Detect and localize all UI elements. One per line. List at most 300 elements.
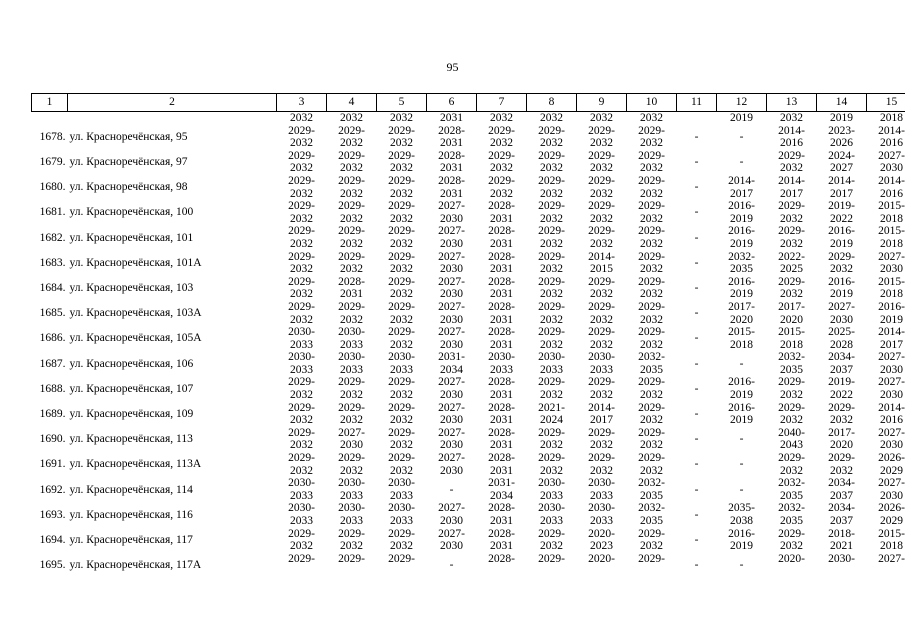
period-start: 2031- (438, 351, 465, 364)
period-cell (577, 301, 627, 326)
period-cell (377, 200, 427, 225)
period-end: 2023 (590, 540, 613, 553)
period-start: 2028- (488, 300, 515, 313)
period-end: 2032 (340, 187, 363, 200)
period-cell (277, 351, 327, 376)
period-end: 2033 (390, 363, 413, 376)
period-end: 2032 (390, 288, 413, 301)
period-end: 2035 (780, 363, 803, 376)
period-end: 2018 (880, 288, 903, 301)
period-cell (817, 326, 867, 351)
table-row (32, 502, 905, 527)
period-cell (767, 351, 817, 376)
period-end: 2032 (340, 137, 363, 150)
period-cell (767, 326, 817, 351)
period-start: 2029- (388, 401, 415, 414)
period-cell (867, 301, 905, 326)
period-end: 2030 (440, 464, 463, 477)
period-start: 2029- (288, 300, 315, 313)
period-start: 2028- (488, 275, 515, 288)
period-end: 2033 (340, 363, 363, 376)
period-end: 2031 (490, 540, 513, 553)
period-end: 2030 (340, 439, 363, 452)
period-cell (277, 452, 327, 477)
period-start: 2029- (538, 149, 565, 162)
continuation-cell (32, 112, 68, 125)
period-end: 2032 (590, 313, 613, 326)
period-cell (327, 276, 377, 301)
period-cell (867, 251, 905, 276)
period-end: 2032 (390, 439, 413, 452)
period-end: 2032 (390, 338, 413, 351)
period-end: 2020 (730, 313, 753, 326)
period-end: 2032 (340, 540, 363, 553)
period-cell (377, 276, 427, 301)
period-cell (527, 376, 577, 401)
column-header-14: 14 (817, 94, 867, 112)
period-cell (627, 528, 677, 553)
period-cell (527, 427, 577, 452)
continuation-cell: 2032 (540, 112, 563, 124)
period-cell (577, 225, 627, 250)
period-start: 2014- (778, 124, 805, 137)
period-cell (767, 477, 817, 502)
period-start: 2014- (878, 124, 905, 137)
period-end: 2032 (390, 187, 413, 200)
period-cell (427, 276, 477, 301)
period-start: 2029- (588, 275, 615, 288)
period-cell (767, 225, 817, 250)
table-row (32, 351, 905, 376)
period-end: 2018 (880, 540, 903, 553)
period-end: 2035 (730, 263, 753, 276)
period-cell (477, 502, 527, 527)
period-cell (327, 301, 377, 326)
period-start: 2030- (588, 477, 615, 490)
column-header-12: 12 (717, 94, 767, 112)
period-end: 2017 (590, 414, 613, 427)
period-cell (767, 376, 817, 401)
period-cell (577, 251, 627, 276)
period-cell (577, 351, 627, 376)
period-start: 2025- (828, 326, 855, 339)
period-start: 2032- (778, 477, 805, 490)
period-end: 2032 (390, 313, 413, 326)
period-start: 2014- (828, 174, 855, 187)
row-number: 1689. (39, 407, 66, 420)
dash-cell: - (694, 181, 699, 194)
period-start: - (739, 156, 744, 169)
period-cell (427, 477, 477, 502)
period-start: 2029- (638, 527, 665, 540)
address-cell: ул. Красноречёнская, 103 (69, 282, 194, 295)
period-start: 2029- (588, 174, 615, 187)
period-cell (327, 528, 377, 553)
period-start: 2028- (438, 174, 465, 187)
period-start: 2027- (438, 376, 465, 389)
period-end: 2033 (340, 515, 363, 527)
row-number: 1679. (39, 156, 66, 169)
period-cell (817, 477, 867, 502)
period-start: 2029- (288, 200, 315, 213)
continuation-cell: 2032 (340, 112, 363, 124)
period-cell (377, 528, 427, 553)
period-cell (817, 175, 867, 200)
period-end: 2018 (880, 237, 903, 250)
period-start: 2027- (878, 376, 905, 389)
period-start: 2032- (638, 477, 665, 490)
period-start: 2027- (338, 426, 365, 439)
period-start: 2028- (488, 552, 515, 565)
period-cell (277, 553, 327, 578)
period-start: 2027- (438, 452, 465, 465)
continuation-cell (68, 112, 277, 125)
period-cell (527, 351, 577, 376)
period-start: - (739, 483, 744, 496)
period-end: 2032 (780, 237, 803, 250)
period-end: 2032 (390, 162, 413, 175)
period-start: 2029- (638, 552, 665, 565)
dash-cell: - (694, 282, 699, 295)
period-end: 2032 (590, 439, 613, 452)
table-row (32, 150, 905, 175)
period-end: 2032 (640, 414, 663, 427)
period-end: 2032 (590, 389, 613, 402)
period-cell (277, 477, 327, 502)
period-cell (627, 251, 677, 276)
period-start: 2029- (388, 426, 415, 439)
period-start: 2030- (288, 326, 315, 339)
period-cell (527, 528, 577, 553)
period-cell (377, 502, 427, 527)
period-end: 2032 (540, 137, 563, 150)
period-end: 2035 (780, 515, 803, 527)
period-cell (867, 427, 905, 452)
period-start: 2030- (388, 351, 415, 364)
period-end: 2032 (830, 464, 853, 477)
period-end: 2029 (880, 464, 903, 477)
period-start: 2027- (828, 300, 855, 313)
period-cell (527, 225, 577, 250)
period-cell (627, 553, 677, 578)
period-end: 2018 (880, 212, 903, 225)
period-cell (867, 351, 905, 376)
period-end: 2030 (440, 313, 463, 326)
period-cell (277, 150, 327, 175)
period-end: 2043 (780, 439, 803, 452)
period-end: 2033 (290, 363, 313, 376)
period-end: 2032 (640, 212, 663, 225)
period-start: 2029- (388, 552, 415, 565)
period-start: 2028- (488, 452, 515, 465)
period-start: 2014- (878, 401, 905, 414)
period-cell (327, 150, 377, 175)
period-cell (717, 301, 767, 326)
period-cell (767, 200, 817, 225)
period-end: 2032 (640, 389, 663, 402)
period-cell (767, 553, 817, 578)
period-start: 2016- (828, 225, 855, 238)
period-cell (377, 225, 427, 250)
period-end: 2032 (590, 338, 613, 351)
dash-cell: - (694, 382, 699, 395)
period-end: 2030 (880, 162, 903, 175)
column-header-10: 10 (627, 94, 677, 112)
period-cell (867, 477, 905, 502)
period-cell (327, 402, 377, 427)
table-row (32, 402, 905, 427)
period-start: 2029- (638, 275, 665, 288)
period-start: 2032- (778, 502, 805, 515)
period-start: 2020- (778, 552, 805, 565)
period-end: 2033 (340, 338, 363, 351)
period-start: 2029- (338, 149, 365, 162)
period-cell (477, 251, 527, 276)
period-cell (327, 376, 377, 401)
table-row (32, 376, 905, 401)
period-end: 2033 (590, 489, 613, 502)
period-end: 2032 (290, 439, 313, 452)
address-cell: ул. Красноречёнская, 109 (69, 407, 194, 420)
period-start: 2029- (338, 300, 365, 313)
period-end: 2032 (540, 162, 563, 175)
row-number: 1682. (39, 231, 66, 244)
period-start: 2029- (538, 275, 565, 288)
period-start: 2029- (288, 552, 315, 565)
period-end: 2019 (730, 540, 753, 553)
period-end: 2032 (290, 212, 313, 225)
period-end: 2031 (440, 137, 463, 150)
period-start: 2029- (388, 326, 415, 339)
period-end: 2016 (780, 137, 803, 150)
period-end: 2032 (340, 162, 363, 175)
period-cell (277, 175, 327, 200)
period-start: 2029- (538, 174, 565, 187)
period-start: 2029- (638, 452, 665, 465)
column-header-4: 4 (327, 94, 377, 112)
period-start: 2029- (638, 174, 665, 187)
period-start: 2029- (778, 401, 805, 414)
period-cell (627, 477, 677, 502)
period-cell (477, 150, 527, 175)
address-cell: ул. Красноречёнская, 105А (69, 332, 202, 345)
address-cell: ул. Красноречёнская, 97 (69, 156, 188, 169)
period-cell (767, 175, 817, 200)
period-end: 2016 (880, 414, 903, 427)
period-start: - (739, 357, 744, 370)
period-start: 2029- (338, 200, 365, 213)
period-start: 2029- (638, 200, 665, 213)
period-start: 2015- (728, 326, 755, 339)
period-start: 2016- (728, 200, 755, 213)
period-end: 2032 (780, 414, 803, 427)
period-start: - (739, 458, 744, 471)
period-end: 2032 (540, 187, 563, 200)
period-start: 2029- (538, 124, 565, 137)
column-header-6: 6 (427, 94, 477, 112)
period-cell (767, 251, 817, 276)
period-start: 2029- (288, 527, 315, 540)
period-cell (527, 502, 577, 527)
period-end: 2030 (440, 414, 463, 427)
period-start: 2014- (728, 174, 755, 187)
period-end: 2030 (880, 363, 903, 376)
period-end: 2018 (780, 338, 803, 351)
period-cell (277, 225, 327, 250)
period-cell (717, 326, 767, 351)
period-cell (427, 528, 477, 553)
period-cell (627, 452, 677, 477)
period-cell (427, 502, 477, 527)
period-start: 2032- (778, 351, 805, 364)
period-start: 2030- (588, 351, 615, 364)
row-number: 1683. (39, 256, 66, 269)
period-cell (717, 553, 767, 578)
address-cell: ул. Красноречёнская, 101А (69, 256, 202, 269)
period-cell (427, 402, 477, 427)
period-end: 2037 (830, 515, 853, 527)
period-cell (577, 326, 627, 351)
period-start: 2029- (488, 149, 515, 162)
period-cell (427, 376, 477, 401)
period-end: 2032 (390, 540, 413, 553)
period-start: 2029- (388, 300, 415, 313)
period-cell (477, 125, 527, 150)
period-cell (427, 351, 477, 376)
period-end: 2019 (880, 313, 903, 326)
continuation-cell: 2032 (390, 112, 413, 124)
period-start: 2029- (388, 250, 415, 263)
period-cell (527, 326, 577, 351)
period-cell (427, 175, 477, 200)
period-start: 2029- (538, 250, 565, 263)
period-start: 2029- (488, 124, 515, 137)
period-end: 2032 (590, 187, 613, 200)
period-end: 2035 (640, 515, 663, 527)
period-start: 2028- (488, 426, 515, 439)
period-end: 2030 (830, 313, 853, 326)
period-cell (867, 402, 905, 427)
period-cell (717, 502, 767, 527)
period-cell (527, 452, 577, 477)
period-start: 2029- (388, 527, 415, 540)
period-end: 2032 (390, 137, 413, 150)
period-cell (767, 276, 817, 301)
period-end: 2031 (490, 288, 513, 301)
column-header-7: 7 (477, 94, 527, 112)
period-start: 2029- (288, 275, 315, 288)
period-end: 2032 (830, 414, 853, 427)
period-start: 2029- (778, 225, 805, 238)
period-end: 2031 (490, 515, 513, 527)
period-cell (717, 427, 767, 452)
period-end: 2030 (440, 389, 463, 402)
period-start: - (739, 559, 744, 572)
period-start: 2030- (388, 477, 415, 490)
row-number: 1691. (39, 458, 66, 471)
period-start: 2029- (638, 124, 665, 137)
period-end: 2030 (880, 439, 903, 452)
row-number: 1680. (39, 181, 66, 194)
period-start: 2027- (878, 552, 905, 565)
period-cell (717, 276, 767, 301)
period-cell (767, 125, 817, 150)
period-end: 2032 (780, 540, 803, 553)
period-end: 2019 (730, 414, 753, 427)
dash-cell: - (694, 559, 699, 572)
period-end: 2032 (290, 313, 313, 326)
table-row (32, 553, 905, 578)
period-start: 2029- (588, 376, 615, 389)
period-cell (627, 376, 677, 401)
table-header (32, 94, 905, 112)
period-start: 2014- (588, 250, 615, 263)
period-end: 2032 (290, 237, 313, 250)
period-cell (867, 452, 905, 477)
period-start: 2028- (488, 250, 515, 263)
period-end: 2019 (730, 389, 753, 402)
period-start: 2027- (438, 527, 465, 540)
period-end: 2017 (780, 187, 803, 200)
period-cell (327, 326, 377, 351)
period-start: 2028- (488, 376, 515, 389)
row-number: 1681. (39, 206, 66, 219)
period-end: 2032 (390, 263, 413, 276)
period-end: 2030 (440, 439, 463, 452)
period-cell (577, 477, 627, 502)
period-start: 2027- (878, 149, 905, 162)
row-number: 1693. (39, 508, 66, 521)
address-cell: ул. Красноречёнская, 117 (69, 533, 193, 546)
period-cell (717, 528, 767, 553)
period-end: 2030 (440, 338, 463, 351)
period-cell (577, 376, 627, 401)
period-start: 2026- (878, 452, 905, 465)
period-start: 2029- (288, 452, 315, 465)
period-end: 2019 (830, 237, 853, 250)
period-cell (377, 351, 427, 376)
period-start: - (739, 130, 744, 143)
continuation-cell: 2031 (440, 112, 463, 124)
dash-cell: - (694, 256, 699, 269)
period-cell (627, 502, 677, 527)
period-start: 2029- (538, 376, 565, 389)
period-end: 2031 (490, 313, 513, 326)
period-end: 2032 (590, 464, 613, 477)
period-cell (717, 402, 767, 427)
period-cell (817, 553, 867, 578)
period-cell (627, 301, 677, 326)
period-start: 2029- (538, 527, 565, 540)
period-start: 2015- (878, 225, 905, 238)
period-end: 2032 (540, 338, 563, 351)
period-cell (377, 175, 427, 200)
continuation-cell (677, 112, 717, 125)
period-end: 2035 (640, 363, 663, 376)
period-cell (327, 200, 377, 225)
period-start: 2024- (828, 149, 855, 162)
period-start: 2029- (638, 326, 665, 339)
period-end: 2032 (340, 414, 363, 427)
period-end: 2032 (290, 162, 313, 175)
period-cell (377, 376, 427, 401)
period-start: 2029- (778, 452, 805, 465)
period-end: 2031 (490, 414, 513, 427)
period-start: 2029- (638, 376, 665, 389)
period-cell (817, 301, 867, 326)
period-start: 2029- (388, 200, 415, 213)
period-end: 2032 (590, 288, 613, 301)
